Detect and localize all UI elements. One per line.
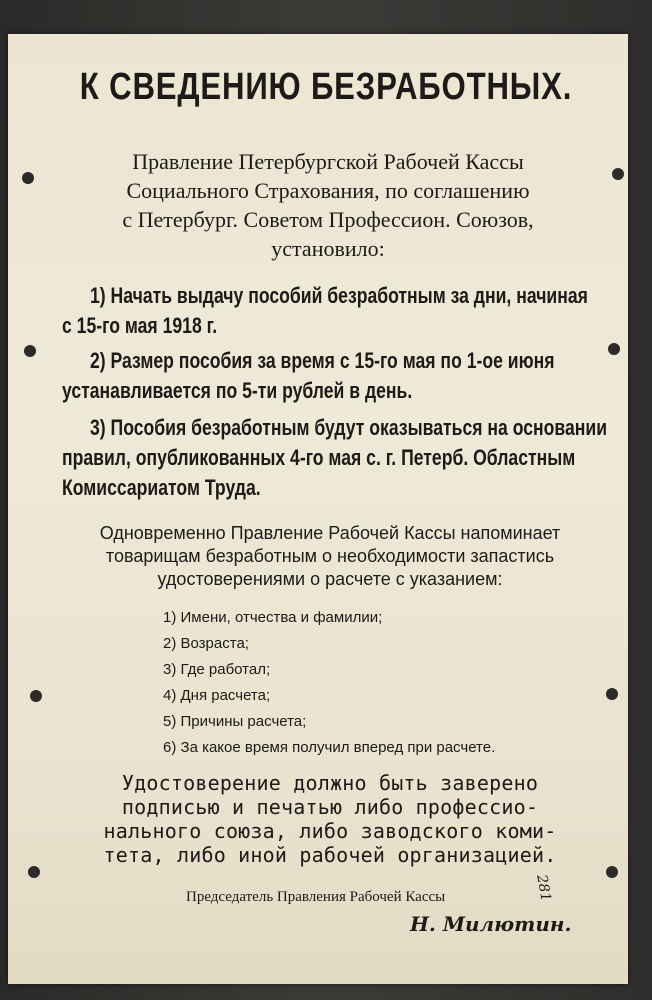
signature: Н. Милютин. xyxy=(410,912,572,936)
punch-hole xyxy=(606,866,618,878)
punch-hole xyxy=(606,688,618,700)
poster-title: К СВЕДЕНИЮ БЕЗРАБОТНЫХ. xyxy=(79,66,573,108)
notice-text xyxy=(40,522,620,591)
point-1-line-1: 1) Начать выдачу пособий безработным за дни, начиная xyxy=(90,283,588,308)
chairman-title: Председатель Правления Рабочей Кассы xyxy=(186,889,446,905)
certification-line: Удостоверение должно быть заверено xyxy=(121,771,539,795)
list-item: 2) Возраста; xyxy=(163,635,249,652)
notice-line: Одновременно Правление Рабочей Кассы напоминает xyxy=(99,523,561,543)
certification-text xyxy=(80,771,580,867)
list-item: 6) За какое время получил вперед при расчете. xyxy=(163,739,496,756)
notice-line: товарищам безработным о необходимости запастись xyxy=(105,546,555,566)
point-1-line-2: с 15-го мая 1918 г. xyxy=(62,313,218,338)
list-item: 5) Причины расчета; xyxy=(163,713,307,730)
point-2-line-2: устанавливается по 5-ти рублей в день. xyxy=(62,378,413,403)
certification-line: нального союза, либо заводского коми- xyxy=(103,819,557,843)
punch-hole xyxy=(608,343,620,355)
punch-hole xyxy=(28,866,40,878)
intro-text xyxy=(48,147,608,263)
point-3-line-1: 3) Пособия безработным будут оказываться на основании xyxy=(90,415,608,440)
notice-line: удостоверениями о расчете с указанием: xyxy=(157,569,503,589)
punch-hole xyxy=(24,345,36,357)
intro-line: с Петербург. Советом Профессион. Союзов, xyxy=(122,207,534,232)
list-item: 3) Где работал; xyxy=(163,661,271,678)
certification-line: тета, либо иной рабочей организацией. xyxy=(103,843,557,867)
intro-line: установило: xyxy=(271,236,385,261)
intro-line: Правление Петербургской Рабочей Кассы xyxy=(132,149,524,174)
point-3-line-3: Комиссариатом Труда. xyxy=(62,475,261,500)
intro-line: Социального Страхования, по соглашению xyxy=(126,178,530,203)
handwritten-mark: 281 xyxy=(533,873,554,903)
punch-hole xyxy=(22,172,34,184)
punch-hole xyxy=(30,690,42,702)
certification-line: подписью и печатью либо профессио- xyxy=(121,795,539,819)
point-2-line-1: 2) Размер пособия за время с 15-го мая по 1-ое июня xyxy=(90,348,555,373)
list-item: 4) Дня расчета; xyxy=(163,687,271,704)
point-3-line-2: правил, опубликованных 4-го мая с. г. Петерб. Областным xyxy=(62,445,576,470)
list-item: 1) Имени, отчества и фамилии; xyxy=(163,609,383,626)
requirements-list xyxy=(163,605,495,761)
punch-hole xyxy=(612,168,624,180)
